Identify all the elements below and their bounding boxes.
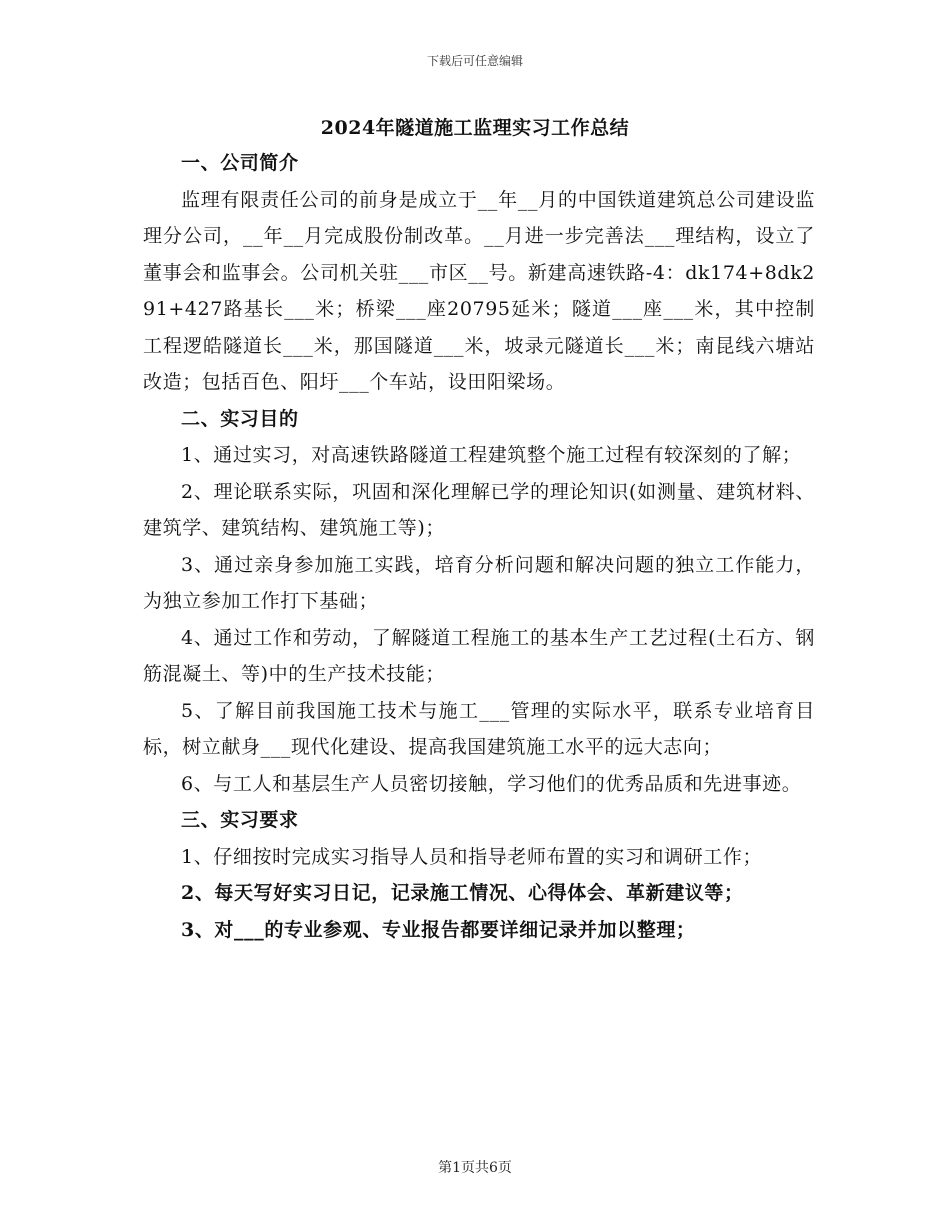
requirement-item-3: 3、对___的专业参观、专业报告都要详细记录并加以整理； (181, 918, 696, 941)
purpose-item-3: 3、通过亲身参加施工实践，培育分析问题和解决问题的独立工作能力，为独立参加工作打下基础； (143, 553, 815, 612)
company-intro-paragraph: 监理有限责任公司的前身是成立于__年__月的中国铁道建筑总公司建设监理分公司，__年__月完成股份制改革。__月进一步完善法___理结构，设立了董事会和监事会。公司机关驻___市区__号。新建高速铁路-4：dk174+8dk291+427路基长___米；桥梁___座20795延米；隧道___座___米，其中控制工程逻皓隧道长___米，那国隧道___米，坡录元隧道长___米；南昆线六塘站改造；包括百色、阳圩___个车站，设田阳梁场。 (143, 188, 815, 393)
purpose-item-1: 1、通过实习，对高速铁路隧道工程建筑整个施工过程有较深刻的了解； (181, 444, 802, 466)
section-heading-company-intro: 一、公司简介 (181, 152, 299, 174)
document-title: 2024年隧道施工监理实习工作总结 (320, 117, 630, 139)
purpose-item-4: 4、通过工作和劳动，了解隧道工程施工的基本生产工艺过程(土石方、钢筋混凝土、等)中的生产技术技能； (143, 626, 815, 685)
document-body (143, 145, 815, 948)
requirement-item-2: 2、每天写好实习日记，记录施工情况、心得体会、革新建议等； (181, 882, 744, 904)
requirement-item-1: 1、仔细按时完成实习指导人员和指导老师布置的实习和调研工作； (181, 845, 763, 868)
purpose-item-5: 5、了解目前我国施工技术与施工___管理的实际水平，联系专业培育目标，树立献身___现代化建设、提高我国建筑施工水平的远大志向； (143, 699, 815, 758)
page-indicator: 第1页共6页 (438, 1160, 512, 1176)
section-heading-internship-requirements: 三、实习要求 (181, 809, 299, 831)
header-note: 下载后可任意编辑 (426, 54, 523, 68)
section-heading-internship-purpose: 二、实习目的 (181, 407, 299, 430)
purpose-item-6: 6、与工人和基层生产人员密切接触，学习他们的优秀品质和先进事迹。 (181, 772, 802, 795)
purpose-item-2: 2、理论联系实际，巩固和深化理解已学的理论知识(如测量、建筑材料、建筑学、建筑结构、建筑施工等)； (143, 480, 815, 539)
